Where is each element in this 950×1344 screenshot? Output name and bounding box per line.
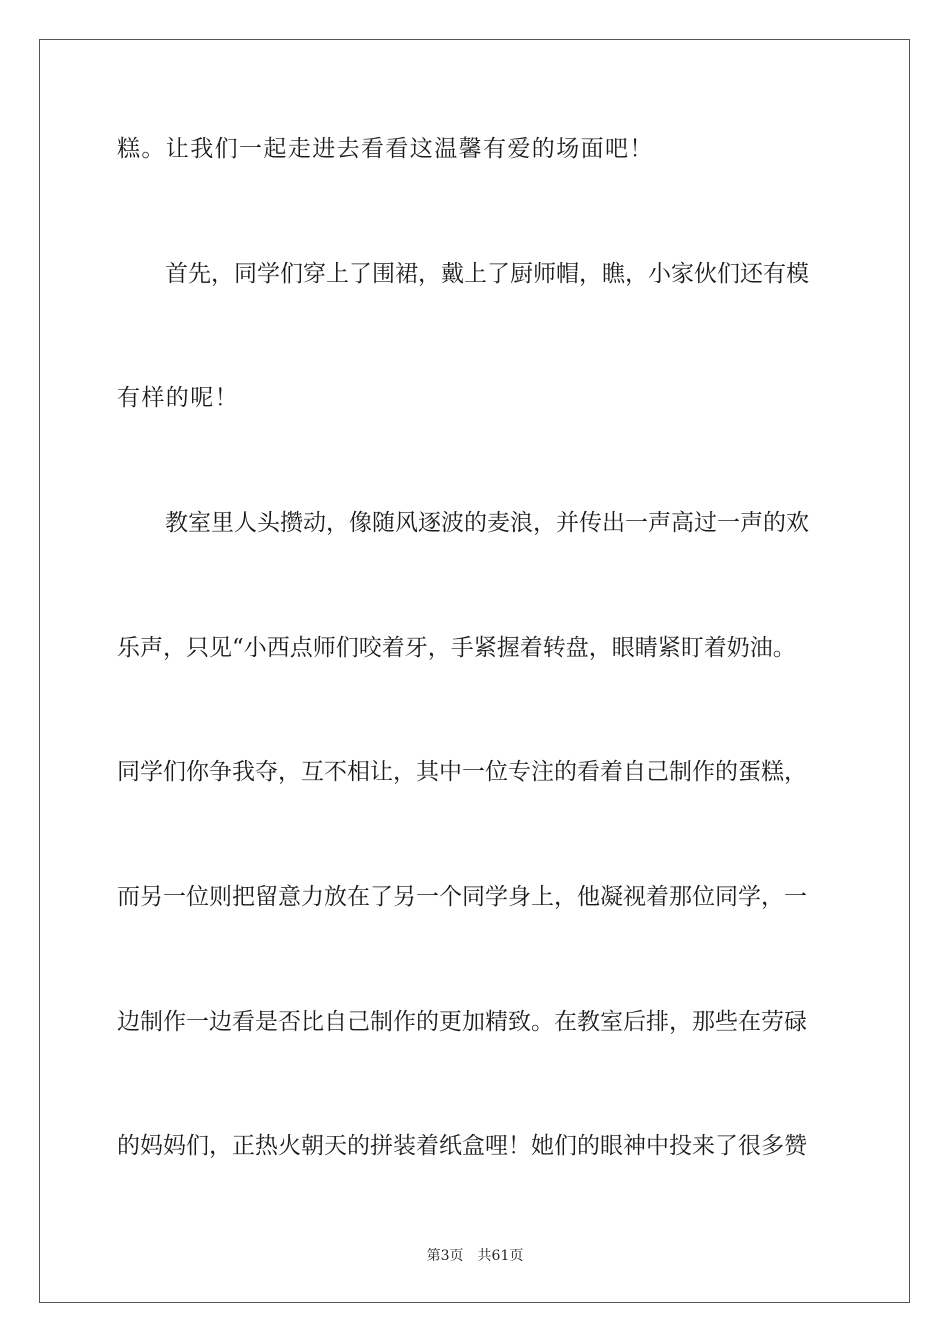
text-line-3: 有样的呢！ bbox=[117, 385, 239, 411]
text-line-2: 首先，同学们穿上了围裙，戴上了厨师帽，瞧，小家伙们还有模 bbox=[165, 261, 809, 287]
text-line-4: 教室里人头攒动，像随风逐波的麦浪，并传出一声高过一声的欢 bbox=[165, 510, 809, 536]
text-line-6: 同学们你争我夺，互不相让，其中一位专注的看着自己制作的蛋糕， bbox=[117, 759, 807, 785]
text-line-9: 的妈妈们，正热火朝天的拼装着纸盒哩！她们的眼神中投来了很多赞 bbox=[117, 1133, 807, 1159]
page-footer bbox=[0, 1247, 950, 1265]
text-line-1: 糕。让我们一起走进去看看这温馨有爱的场面吧！ bbox=[117, 136, 654, 162]
text-line-8: 边制作一边看是否比自己制作的更加精致。在教室后排，那些在劳碌 bbox=[117, 1009, 807, 1035]
text-line-5: 乐声，只见“小西点师们咬着牙，手紧握着转盘，眼睛紧盯着奶油。 bbox=[117, 635, 796, 661]
page-border bbox=[39, 39, 910, 1303]
text-line-7: 而另一位则把留意力放在了另一个同学身上，他凝视着那位同学，一 bbox=[117, 884, 807, 910]
page-number: 第3页 bbox=[426, 1248, 464, 1264]
page-total: 共61页 bbox=[477, 1248, 524, 1264]
